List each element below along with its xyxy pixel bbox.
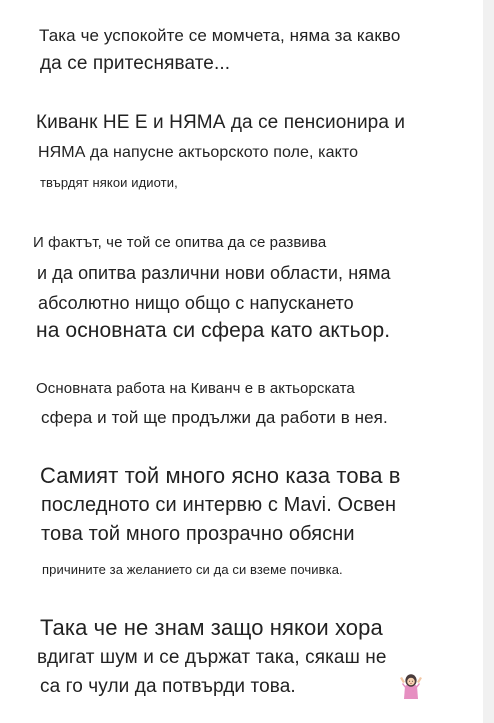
- caption-line-9: на основната си сфера като актьор.: [36, 319, 391, 342]
- caption-line-13: последното си интервю с Mavi. Освен: [41, 494, 397, 516]
- caption-line-18: са го чули да потвърди това.: [40, 676, 296, 697]
- caption-line-3: Киванк НЕ Е и НЯМА да се пенсионира и: [36, 112, 406, 133]
- caption-line-4: НЯМА да напусне актьорското поле, както: [38, 144, 359, 161]
- caption-line-12: Самият той много ясно каза това в: [40, 463, 401, 488]
- caption-line-11: сфера и той ще продължи да работи в нея.: [41, 408, 388, 427]
- caption-line-6: И фактът, че той се опитва да се развива: [33, 234, 327, 251]
- caption-line-10: Основната работа на Киванч е в актьорската: [36, 380, 355, 397]
- caption-line-16: Така че не знам защо някои хора: [40, 615, 383, 640]
- caption-line-8: абсолютно нищо общо с напускането: [38, 293, 354, 313]
- caption-line-5: твърдят някои идиоти,: [40, 175, 178, 190]
- caption-line-17: вдигат шум и се държат така, сякаш не: [37, 647, 387, 668]
- caption-line-15: причините за желанието си да си вземе почивка.: [42, 562, 343, 577]
- caption-line-1: Така че успокойте се момчета, няма за какво: [39, 26, 401, 45]
- caption-line-14: това той много прозрачно обясни: [41, 523, 355, 545]
- caption-line-7: и да опитва различни нови области, няма: [37, 263, 391, 283]
- edge-strip: [483, 0, 494, 723]
- person-shrugging-icon: [400, 673, 422, 699]
- caption-line-2: да се притеснявате...: [40, 53, 231, 74]
